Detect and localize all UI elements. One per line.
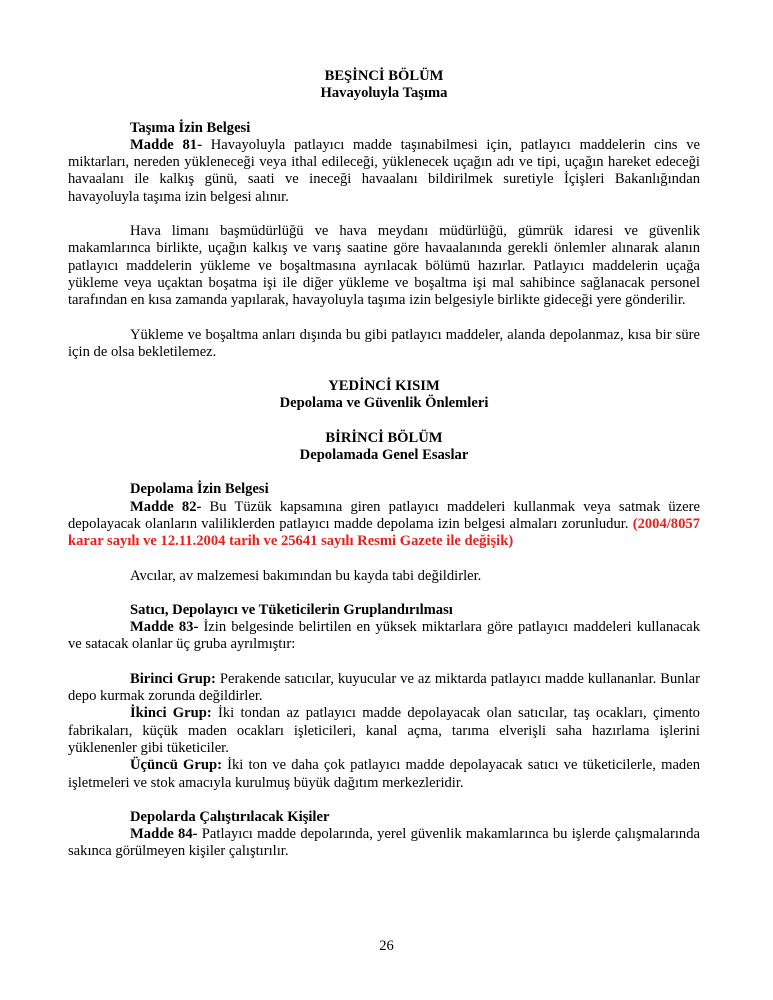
group-text: Perakende satıcılar, kuyucular ve az miktarda patlayıcı madde kullananlar. Bunlar depo kurmak zorunda değildirler. — [68, 670, 700, 705]
paragraph: Hava limanı başmüdürlüğü ve hava meydanı müdürlüğü, gümrük idaresi ve güvenlik makamlarınca birlikte, uçağın kalkış ve varış saatine göre havaalanında gerekli önlemler alınarak alanın patlayıcı maddelerin yükleme ve boşaltmasına ayrılacak bölümü hazırlar. Patlayıcı maddelerin uçağa yükleme veya uçaktan boşatma işi ile diğer yükleme ve boşaltma işi mal sahibince sağlanacak personel tarafından en kısa zamanda yapılarak, havayoluyla taşıma izin belgesiyle birlikte gideceği yere gönderilir. — [68, 223, 700, 309]
part-heading: YEDİNCİ KISIM — [328, 378, 440, 395]
document-page — [68, 68, 700, 861]
group-text: İki ton ve daha çok patlayıcı madde depolayacak satıcı ve tüketicilerle, maden işletmeleri ve stok amacıyla kurulmuş büyük dağıtım merkezleridir. — [68, 757, 700, 791]
part-subheading: Depolama ve Güvenlik Önlemleri — [279, 395, 489, 412]
article-title: Satıcı, Depolayıcı ve Tüketicilerin Gruplandırılması — [130, 601, 453, 618]
article-label: Madde 81- — [130, 136, 202, 153]
section-subheading: Havayoluyla Taşıma — [320, 85, 448, 102]
article-label: Madde 84- — [130, 826, 198, 843]
paragraph: Avcılar, av malzemesi bakımından bu kayda tabi değildirler. — [130, 567, 482, 584]
group-text: İki tondan az patlayıcı madde depolayacak olan satıcılar, taş ocakları, çimento fabrikaları, küçük maden ocakları işleticileri, kanal açma, tarıma elverişli saha hazırlama işlerini yüklenenler gibi tüketiciler. — [68, 705, 700, 756]
section-heading: BİRİNCİ BÖLÜM — [325, 429, 443, 446]
section-heading: BEŞİNCİ BÖLÜM — [324, 68, 444, 84]
article-label: Madde 82- — [130, 498, 202, 515]
article-paragraph — [68, 826, 700, 861]
article-paragraph — [68, 619, 700, 654]
group-paragraph — [68, 757, 700, 792]
article-text: Bu Tüzük kapsamına giren patlayıcı maddeleri kullanmak veya satmak üzere depolayacak olanların valiliklerden patlayıcı madde depolama izin belgesi almaları zorunludur. — [68, 498, 700, 532]
group-paragraph — [68, 671, 700, 706]
group-label: İkinci Grup: — [130, 705, 212, 722]
article-paragraph — [68, 137, 700, 206]
article-title: Depolarda Çalıştırılacak Kişiler — [130, 808, 330, 825]
amendment-note: (2004/8057 karar sayılı ve 12.11.2004 tarih ve 25641 sayılı Resmi Gazete ile değişik) — [68, 515, 700, 550]
group-label: Üçüncü Grup: — [130, 757, 222, 774]
article-title: Taşıma İzin Belgesi — [130, 119, 251, 136]
article-text: Havayoluyla patlayıcı madde taşınabilmesi için, patlayıcı maddelerin cins ve miktarları, nereden yükleneceği veya ithal edileceği, yüklenecek uçağın adı ve tipi, uçağın hareket edeceği havaalanı ile kalkış günü, saati ve ineceği havaalanı bildirilmek suretiyle İçişleri Bakanlığından havayoluyla taşıma izin belgesi alınır. — [68, 136, 700, 205]
article-text: Patlayıcı madde depolarında, yerel güvenlik makamlarınca bu işlerde çalışmalarında sakınca görülmeyen kişiler çalıştırılır. — [68, 826, 700, 860]
paragraph: Yükleme ve boşaltma anları dışında bu gibi patlayıcı maddeler, alanda depolanmaz, kısa bir süre için de olsa bekletilemez. — [68, 326, 700, 360]
group-label: Birinci Grup: — [130, 670, 216, 687]
section-subheading: Depolamada Genel Esaslar — [299, 447, 469, 464]
group-paragraph — [68, 705, 700, 757]
article-title: Depolama İzin Belgesi — [130, 481, 269, 498]
article-paragraph — [68, 499, 700, 551]
page-number: 26 — [379, 938, 394, 954]
article-label: Madde 83- — [130, 619, 199, 636]
article-text: İzin belgesinde belirtilen en yüksek miktarlara göre patlayıcı maddeleri kullanacak ve satacak olanlar üç gruba ayrılmıştır: — [68, 619, 700, 653]
